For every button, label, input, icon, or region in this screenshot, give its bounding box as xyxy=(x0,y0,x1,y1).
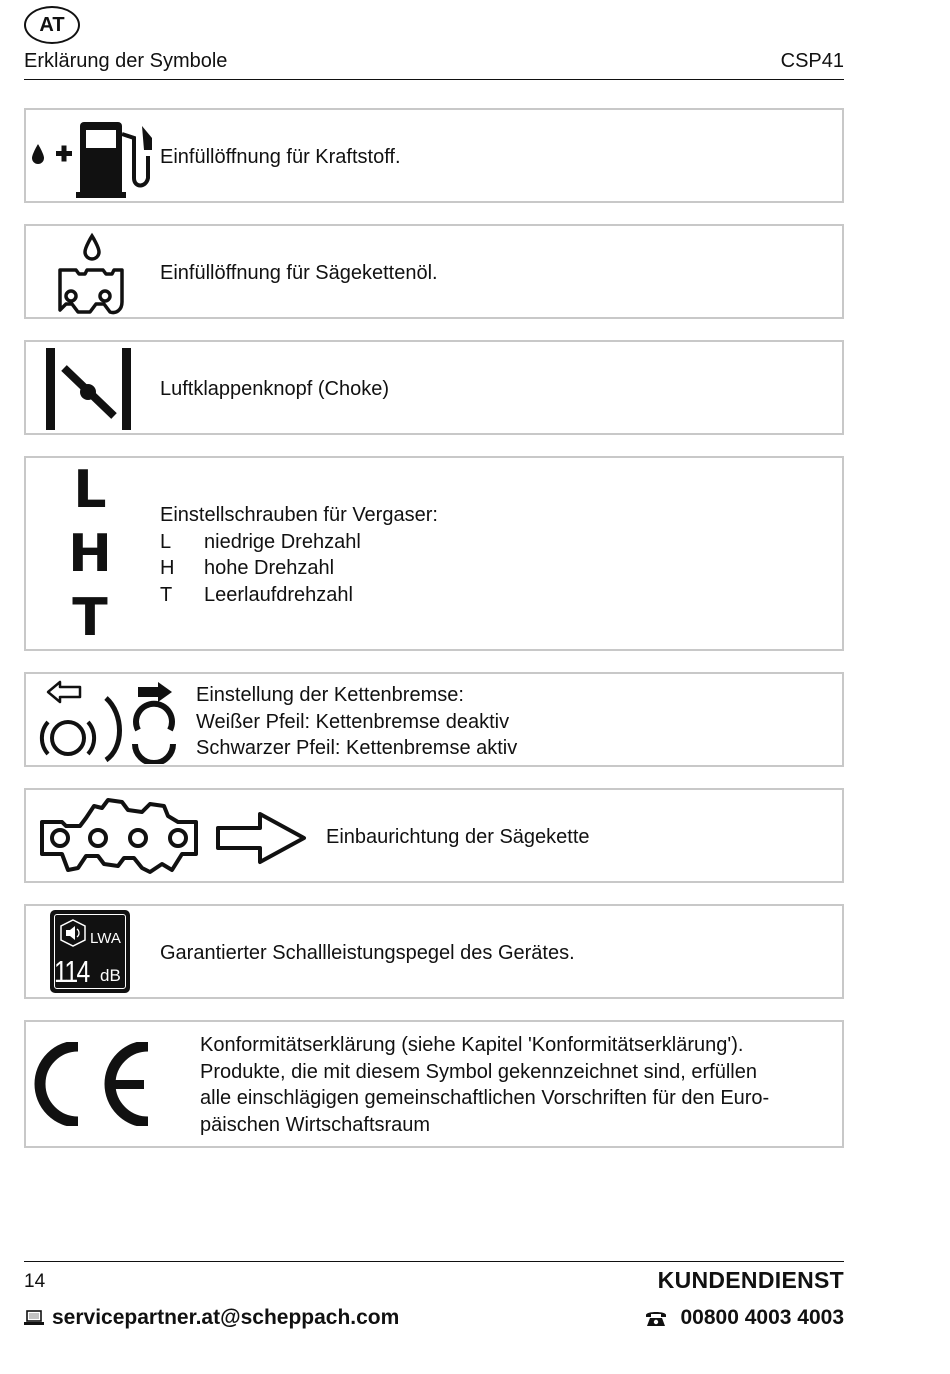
symbol-row-choke xyxy=(24,340,844,435)
symbol-row-chain-direction xyxy=(24,788,844,883)
symbol-row-chain-oil xyxy=(24,224,844,319)
chain-oil-icon xyxy=(54,232,126,316)
symbol-row-chain-brake xyxy=(24,672,844,767)
carburetor-row-t: T Leerlaufdrehzahl xyxy=(160,583,353,606)
symbol-text-fuel: Einfüllöffnung für Kraftstoff. xyxy=(160,146,401,168)
footer-divider xyxy=(24,1261,844,1262)
symbol-row-ce xyxy=(24,1020,844,1148)
model-name: CSP41 xyxy=(780,50,844,72)
phone-number[interactable]: 00800 4003 4003 xyxy=(680,1306,844,1329)
carburetor-screws-icon xyxy=(60,458,120,650)
letter-t: T xyxy=(72,588,108,648)
chain-brake-line-1: Einstellung der Kettenbremse: xyxy=(196,684,464,706)
email-address[interactable]: servicepartner.at@scheppach.com xyxy=(52,1306,400,1329)
choke-icon xyxy=(44,346,136,432)
sound-level-icon xyxy=(50,910,130,993)
sound-badge-label: LWA xyxy=(90,930,121,947)
symbol-row-carburetor xyxy=(24,456,844,651)
ce-line-2: Produkte, die mit diesem Symbol gekennzeichnet sind, erfüllen xyxy=(200,1060,757,1083)
ce-line-1: Konformitätserklärung (siehe Kapitel 'Konformitätserklärung'). xyxy=(200,1034,744,1056)
symbol-text-chain-oil: Einfüllöffnung für Sägekettenöl. xyxy=(160,262,438,284)
phone-contact[interactable] xyxy=(645,1306,845,1330)
carburetor-row-h: H hohe Drehzahl xyxy=(160,557,335,579)
chain-brake-line-3: Schwarzer Pfeil: Kettenbremse aktiv xyxy=(196,737,518,759)
country-badge: AT xyxy=(24,6,80,44)
chain-direction-icon xyxy=(38,794,308,880)
sound-badge-value: 114 xyxy=(54,954,89,989)
page-number: 14 xyxy=(24,1271,46,1292)
ce-line-4: päischen Wirtschaftsraum xyxy=(200,1113,431,1136)
symbol-text-carburetor xyxy=(160,502,438,608)
symbol-text-chain-brake xyxy=(196,682,517,762)
sound-badge-unit: dB xyxy=(100,966,121,985)
carburetor-title: Einstellschrauben für Vergaser: xyxy=(160,504,438,526)
symbol-text-ce xyxy=(200,1032,769,1138)
phone-icon xyxy=(645,1309,667,1327)
symbol-text-sound-level: Garantierter Schallleistungspegel des Gerätes. xyxy=(160,942,575,964)
header-divider xyxy=(24,79,844,80)
symbol-row-fuel xyxy=(24,108,844,203)
letter-h: H xyxy=(68,524,112,584)
symbol-row-sound-level xyxy=(24,904,844,999)
laptop-icon xyxy=(24,1310,44,1326)
chain-brake-line-2: Weißer Pfeil: Kettenbremse deaktiv xyxy=(196,710,510,733)
ce-mark-icon xyxy=(34,1042,154,1126)
ce-line-3: alle einschlägigen gemeinschaftlichen Vorschriften für den Euro- xyxy=(200,1087,770,1109)
carburetor-row-l: L niedrige Drehzahl xyxy=(160,530,361,553)
service-label: KUNDENDIENST xyxy=(657,1267,844,1293)
speaker-icon xyxy=(58,918,88,948)
fuel-pump-icon xyxy=(30,116,154,200)
symbol-text-choke: Luftklappenknopf (Choke) xyxy=(160,378,390,400)
symbol-text-chain-direction: Einbaurichtung der Sägekette xyxy=(326,826,590,848)
email-contact[interactable] xyxy=(24,1306,399,1330)
chain-brake-icon xyxy=(38,678,178,764)
letter-l: L xyxy=(73,460,107,520)
page-title: Erklärung der Symbole xyxy=(24,50,228,72)
